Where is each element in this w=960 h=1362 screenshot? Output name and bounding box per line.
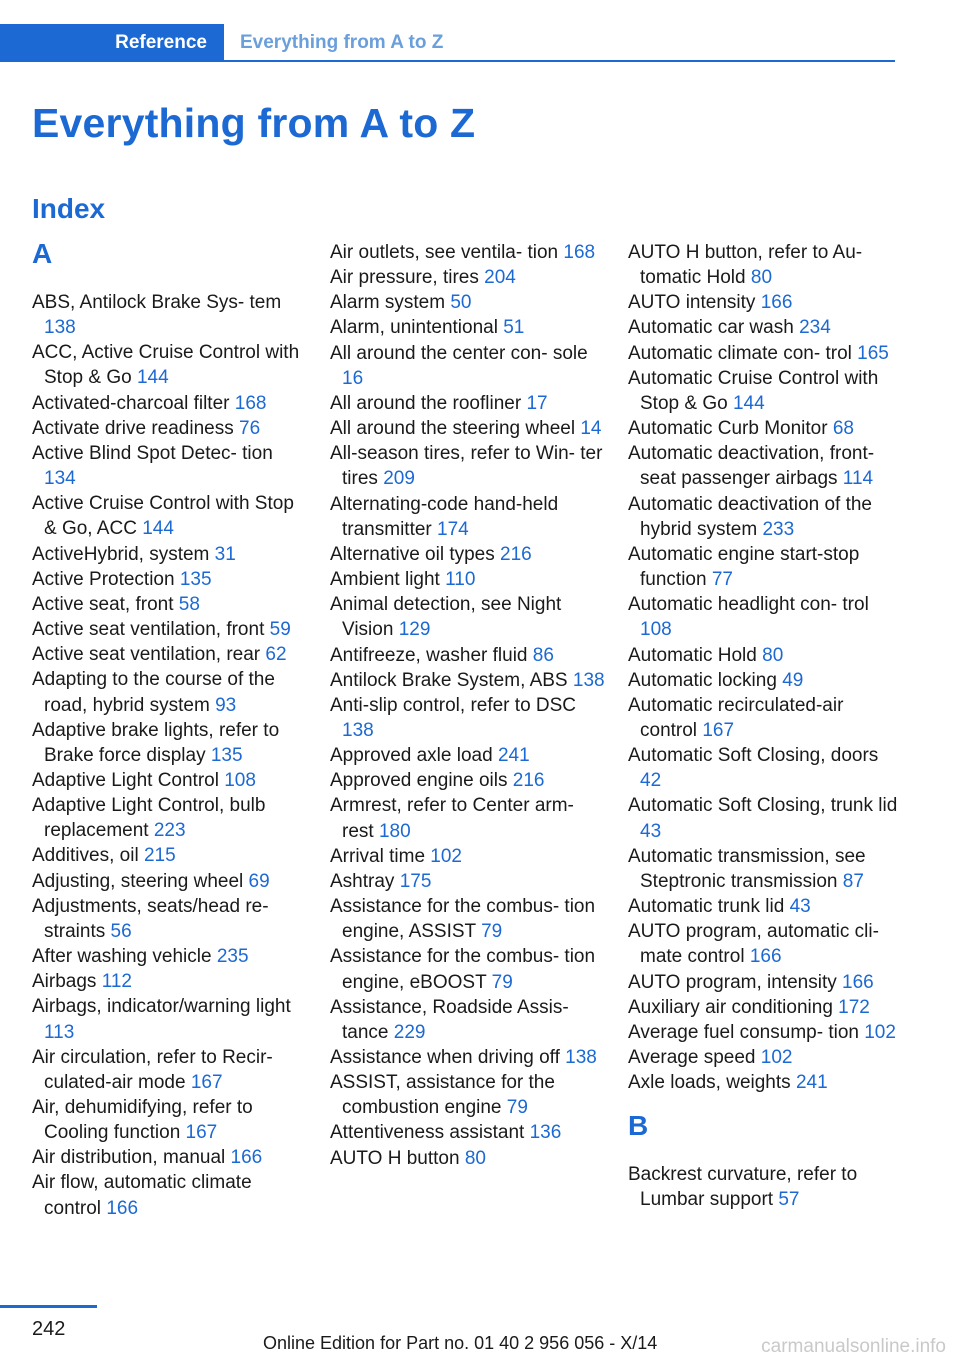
index-entry <box>32 1145 307 1170</box>
index-entry-term: Airbags, indicator/warning light <box>32 996 291 1018</box>
index-page-link[interactable]: 14 <box>580 418 602 440</box>
index-page-link[interactable]: 58 <box>178 593 200 615</box>
index-entry <box>32 567 307 592</box>
index-entry-term: AUTO H button, refer to Au‐ tomatic Hold <box>628 242 863 289</box>
index-entry-term: Automatic engine start-stop function <box>628 543 860 591</box>
watermark: carmanualsonline.info <box>761 1336 946 1357</box>
index-entry <box>330 341 605 391</box>
index-page-link[interactable]: 79 <box>491 971 513 993</box>
index-entry <box>32 869 307 894</box>
index-page-link[interactable]: 62 <box>265 644 287 666</box>
index-page-link[interactable]: 138 <box>44 317 76 339</box>
index-entry <box>330 944 605 994</box>
index-entry-term: Additives, oil <box>32 845 139 867</box>
index-entry-term: Active Protection <box>32 568 175 590</box>
index-entry-term: Antilock Brake System, ABS <box>330 669 568 691</box>
index-page-link[interactable]: 86 <box>532 644 554 666</box>
index-page-link[interactable]: 17 <box>526 392 548 414</box>
index-entry-term: All around the steering wheel <box>330 418 576 440</box>
index-entry-term: Average fuel consump‐ tion <box>628 1021 859 1043</box>
index-entry-term: Assistance when driving off <box>330 1047 560 1068</box>
index-entry-term: Air outlets, see ventila‐ tion <box>330 242 559 263</box>
index-entry-term: Adaptive Light Control, bulb replacement <box>32 795 266 842</box>
index-entry-term: Alarm system <box>330 292 446 314</box>
index-entry <box>330 995 605 1045</box>
index-entry-term: Activated-charcoal filter <box>32 392 230 414</box>
index-page-link[interactable]: 51 <box>503 317 525 339</box>
index-entry-term: Assistance, Roadside Assis‐ tance <box>330 996 569 1043</box>
index-entry-term: All-season tires, refer to Win‐ ter tires <box>330 443 603 490</box>
index-page-link[interactable]: 215 <box>143 845 176 867</box>
index-entry <box>32 391 307 416</box>
index-entry <box>628 315 903 340</box>
index-page-link[interactable]: 167 <box>185 1122 218 1144</box>
index-page-link[interactable]: 166 <box>106 1197 139 1219</box>
page-title: Everything from A to Z <box>32 100 476 146</box>
index-entry-term: Approved axle load <box>330 745 493 767</box>
index-entry <box>628 919 903 969</box>
index-entry-term: Active Blind Spot Detec‐ tion <box>32 442 273 464</box>
index-page-link[interactable]: 110 <box>445 569 476 591</box>
header-section-tab[interactable] <box>0 24 224 62</box>
index-page-link[interactable]: 76 <box>239 417 261 439</box>
index-entry-term: Auxiliary air conditioning <box>628 996 833 1018</box>
index-entry-term: AUTO intensity <box>628 292 756 314</box>
index-page-link[interactable]: 68 <box>832 418 854 440</box>
page-number: 242 <box>32 1318 66 1340</box>
index-entry-term: Automatic Cruise Control with Stop & Go <box>628 367 879 414</box>
index-entry-term: Backrest curvature, refer to Lumbar support <box>628 1164 858 1211</box>
index-entry-term: Animal detection, see Night Vision <box>330 594 562 641</box>
index-page-link[interactable]: 241 <box>795 1072 828 1094</box>
index-entry <box>628 995 903 1020</box>
index-entry-term: Alternating-code hand-held transmitter <box>330 493 559 540</box>
index-column-2 <box>330 240 605 1171</box>
index-page-link[interactable]: 129 <box>398 619 431 641</box>
index-entry <box>330 844 605 869</box>
header-section-label: Reference <box>115 32 207 53</box>
index-entry-term: Armrest, refer to Center arm‐ rest <box>330 795 574 842</box>
index-entry <box>628 1045 903 1070</box>
index-page-link[interactable]: 42 <box>640 770 662 792</box>
index-entry-term: Adaptive brake lights, refer to Brake force display <box>32 719 280 766</box>
index-entry-term: Automatic Soft Closing, trunk lid <box>628 795 898 817</box>
index-entry <box>330 567 605 592</box>
index-page-link[interactable]: 166 <box>842 971 874 993</box>
index-entry <box>32 969 307 994</box>
index-entry-term: Airbags <box>32 971 97 993</box>
index-column-1 <box>32 240 307 1221</box>
index-page-link[interactable]: 223 <box>153 820 186 842</box>
index-page-link[interactable]: 108 <box>224 769 256 791</box>
index-entry <box>628 592 903 642</box>
index-entry-term: Automatic car wash <box>628 317 794 339</box>
index-column-3 <box>628 240 903 1213</box>
index-page-link[interactable]: 209 <box>383 468 415 490</box>
index-page-link[interactable]: 113 <box>44 1021 75 1043</box>
index-page-link[interactable]: 80 <box>750 267 773 289</box>
index-entry-term: Automatic transmission, see Steptronic transmission <box>628 845 866 892</box>
index-entry <box>330 768 605 793</box>
index-page-link[interactable]: 134 <box>44 468 76 490</box>
index-page-link[interactable]: 59 <box>269 619 291 641</box>
index-entry-term: ASSIST, assistance for the combustion engine <box>330 1072 555 1119</box>
index-entry-term: All around the center con‐ sole <box>330 342 588 364</box>
index-entry-term: Active Cruise Control with Stop & Go, ACC <box>32 493 294 540</box>
index-page-link[interactable]: 135 <box>210 744 243 766</box>
footer-rule <box>0 1305 97 1308</box>
index-page-link[interactable]: 175 <box>399 870 432 892</box>
index-entry <box>330 743 605 768</box>
index-entry <box>628 743 903 793</box>
index-page-link[interactable]: 102 <box>760 1047 793 1068</box>
index-page-link[interactable]: 102 <box>864 1021 896 1043</box>
index-entry <box>330 492 605 542</box>
edition-note: Online Edition for Part no. 01 40 2 956 056 - X/14 <box>263 1333 658 1353</box>
index-entry <box>32 340 307 390</box>
index-entry <box>628 668 903 693</box>
index-entry-term: All around the roofliner <box>330 392 522 414</box>
index-entry-term: Active seat ventilation, front <box>32 619 265 641</box>
index-page-link[interactable]: 234 <box>799 317 831 339</box>
index-entry-term: Ambient light <box>330 569 440 591</box>
index-entry-term: ActiveHybrid, system <box>32 543 210 565</box>
index-entry-term: AUTO program, intensity <box>628 971 837 993</box>
index-entry-term: Active seat ventilation, rear <box>32 644 261 666</box>
index-page-link[interactable]: 233 <box>762 518 795 540</box>
index-page-link[interactable]: 204 <box>484 267 516 289</box>
index-entry-term: ACC, Active Cruise Control with Stop & Go <box>32 342 300 389</box>
index-page-link[interactable]: 167 <box>190 1071 223 1093</box>
index-entry <box>330 1045 605 1070</box>
index-page-link[interactable]: 80 <box>762 644 784 666</box>
index-entry-term: Alternative oil types <box>330 543 495 565</box>
index-page-link[interactable]: 166 <box>749 946 782 968</box>
index-entry <box>330 793 605 843</box>
breadcrumb-label: Everything from A to Z <box>240 32 444 53</box>
index-entry <box>330 894 605 944</box>
index-page-link[interactable]: 69 <box>248 870 270 892</box>
index-entry-term: Automatic deactivation, front- seat passenger airbags <box>628 443 875 490</box>
index-entry-term: AUTO H button <box>330 1147 460 1169</box>
index-page-link[interactable]: 80 <box>464 1147 486 1169</box>
index-entry-term: Axle loads, weights <box>628 1072 791 1094</box>
index-page-link[interactable]: 172 <box>838 996 870 1018</box>
index-entry <box>32 994 307 1044</box>
index-page-link[interactable]: 144 <box>136 367 169 389</box>
index-page-link[interactable]: 167 <box>702 719 735 741</box>
index-entry <box>628 416 903 441</box>
index-page-link[interactable]: 166 <box>760 292 793 314</box>
index-entry <box>32 416 307 441</box>
index-entry <box>32 793 307 843</box>
index-page-link[interactable]: 93 <box>215 694 237 716</box>
index-entry-term: Ashtray <box>330 870 395 892</box>
index-page-link[interactable]: 216 <box>500 543 532 565</box>
index-entry <box>32 944 307 969</box>
index-entry-term: Adapting to the course of the road, hybrid system <box>32 669 275 716</box>
index-page-link[interactable]: 241 <box>497 745 530 767</box>
index-page-link[interactable]: 168 <box>563 242 596 263</box>
index-entry <box>330 290 605 315</box>
index-entry <box>628 492 903 542</box>
index-entry-term: Air flow, automatic climate control <box>32 1172 252 1219</box>
index-entry <box>330 643 605 668</box>
index-entry <box>628 1070 903 1095</box>
index-entry-term: Automatic locking <box>628 669 777 691</box>
index-entry <box>330 240 605 265</box>
index-page-link[interactable]: 50 <box>450 292 472 314</box>
index-page-link[interactable]: 79 <box>481 921 503 943</box>
index-page-link[interactable]: 136 <box>529 1122 562 1144</box>
index-page-link[interactable]: 144 <box>142 518 174 540</box>
index-page-link[interactable]: 135 <box>179 568 212 590</box>
index-entry <box>32 491 307 541</box>
index-entry-term: Air pressure, tires <box>330 267 479 289</box>
index-page-link[interactable]: 144 <box>732 392 765 414</box>
index-page-link[interactable]: 165 <box>857 342 889 364</box>
index-entry <box>32 1095 307 1145</box>
index-entry <box>628 693 903 743</box>
index-entry-term: Adaptive Light Control <box>32 769 219 791</box>
index-entry-term: Automatic recirculated-air control <box>628 694 844 741</box>
index-page-link[interactable]: 102 <box>430 845 462 867</box>
index-page-link[interactable]: 216 <box>512 770 545 792</box>
index-page-link[interactable]: 180 <box>378 820 411 842</box>
index-entry <box>628 441 903 491</box>
index-letter-heading: A <box>32 238 53 269</box>
index-entry <box>32 441 307 491</box>
index-page-link[interactable]: 138 <box>342 719 374 741</box>
index-entry <box>32 894 307 944</box>
index-entry <box>330 391 605 416</box>
index-page-link[interactable]: 168 <box>234 392 267 414</box>
index-entry <box>32 1045 307 1095</box>
index-page-link[interactable]: 108 <box>640 619 672 641</box>
index-entry <box>628 970 903 995</box>
index-entry-term: Adjusting, steering wheel <box>32 870 244 892</box>
index-entry-term: Automatic Soft Closing, doors <box>628 745 879 767</box>
index-entry <box>628 366 903 416</box>
index-entry <box>628 542 903 592</box>
index-letter-heading: B <box>628 1110 649 1142</box>
index-entry <box>330 416 605 441</box>
index-page-link[interactable]: 114 <box>842 468 874 490</box>
index-entry-term: Automatic trunk lid <box>628 896 785 918</box>
index-entry-term: Automatic climate con‐ trol <box>628 342 852 364</box>
index-entry-term: Approved engine oils <box>330 770 508 792</box>
index-entry <box>32 667 307 717</box>
index-entry <box>330 315 605 340</box>
index-entry-term: Anti-slip control, refer to DSC <box>330 694 577 716</box>
index-entry <box>628 341 903 366</box>
index-entry-term: Alarm, unintentional <box>330 317 498 339</box>
index-entry <box>330 542 605 567</box>
index-entry <box>628 844 903 894</box>
index-entry <box>32 290 307 340</box>
index-entry-term: Air distribution, manual <box>32 1147 226 1169</box>
index-entry-term: AUTO program, automatic cli‐ mate control <box>628 921 879 968</box>
index-page-link[interactable]: 31 <box>214 543 236 565</box>
index-entry-term: Assistance for the combus‐ tion engine, ASSIST <box>330 896 596 943</box>
index-entry-term: Automatic headlight con‐ trol <box>628 594 869 616</box>
index-entry-term: Attentiveness assistant <box>330 1122 525 1144</box>
index-entry-term: Air, dehumidifying, refer to Cooling function <box>32 1097 253 1144</box>
index-entry <box>628 894 903 919</box>
index-entry <box>32 718 307 768</box>
index-entry <box>330 869 605 894</box>
index-entry <box>628 793 903 843</box>
index-entry <box>628 240 903 290</box>
index-entry-term: Active seat, front <box>32 593 174 615</box>
index-page-link[interactable]: 43 <box>789 896 811 918</box>
header-rule <box>224 60 895 62</box>
index-entry-term: Assistance for the combus‐ tion engine, eBOOST <box>330 946 596 993</box>
index-entry <box>628 643 903 668</box>
index-page-link[interactable]: 235 <box>216 946 249 968</box>
index-entry <box>32 592 307 617</box>
index-entry <box>32 617 307 642</box>
index-entry <box>32 642 307 667</box>
index-entry <box>330 265 605 290</box>
index-entry-term: Automatic Curb Monitor <box>628 418 828 440</box>
index-entry <box>330 1120 605 1145</box>
index-entry <box>628 1020 903 1045</box>
index-page-link[interactable]: 56 <box>110 920 132 942</box>
index-entry-term: Activate drive readiness <box>32 417 234 439</box>
index-entry <box>32 1170 307 1220</box>
index-entry <box>330 668 605 693</box>
index-page-link[interactable]: 138 <box>572 669 605 691</box>
index-page-link[interactable]: 229 <box>393 1021 426 1043</box>
index-heading: Index <box>32 193 106 224</box>
index-page-link[interactable]: 174 <box>437 518 469 540</box>
index-page-link[interactable]: 49 <box>782 669 804 691</box>
index-entry-term: Adjustments, seats/head re‐ straints <box>32 895 269 942</box>
index-page-link[interactable]: 77 <box>711 569 733 591</box>
index-entry <box>330 1070 605 1120</box>
index-page-link[interactable]: 166 <box>230 1147 263 1169</box>
index-entry-term: Average speed <box>628 1047 756 1068</box>
index-entry-term: Automatic deactivation of the hybrid system <box>628 493 872 540</box>
index-entry-term: Antifreeze, washer fluid <box>330 644 528 666</box>
index-entry <box>32 542 307 567</box>
index-entry <box>32 768 307 793</box>
index-entry-term: Air circulation, refer to Recir‐ culated-air mode <box>32 1046 273 1093</box>
index-entry-term: After washing vehicle <box>32 946 212 968</box>
index-page-link[interactable]: 57 <box>778 1189 800 1211</box>
index-entry-term: Arrival time <box>330 845 426 867</box>
index-entry <box>330 592 605 642</box>
index-page-link[interactable]: 79 <box>506 1097 528 1119</box>
index-entry <box>330 441 605 491</box>
index-page-link[interactable]: 87 <box>842 870 864 892</box>
index-entry <box>628 1162 903 1212</box>
index-page-link[interactable]: 112 <box>101 971 132 993</box>
header-breadcrumb[interactable] <box>240 24 443 62</box>
index-entry <box>628 290 903 315</box>
index-page-link[interactable]: 43 <box>640 820 662 842</box>
index-entry <box>330 693 605 743</box>
index-entry <box>330 1146 605 1171</box>
index-page-link[interactable]: 16 <box>342 367 364 389</box>
index-entry-term: Automatic Hold <box>628 644 757 666</box>
index-entry-term: ABS, Antilock Brake Sys‐ tem <box>32 292 282 313</box>
index-entry <box>32 843 307 868</box>
index-page-link[interactable]: 138 <box>565 1047 597 1068</box>
